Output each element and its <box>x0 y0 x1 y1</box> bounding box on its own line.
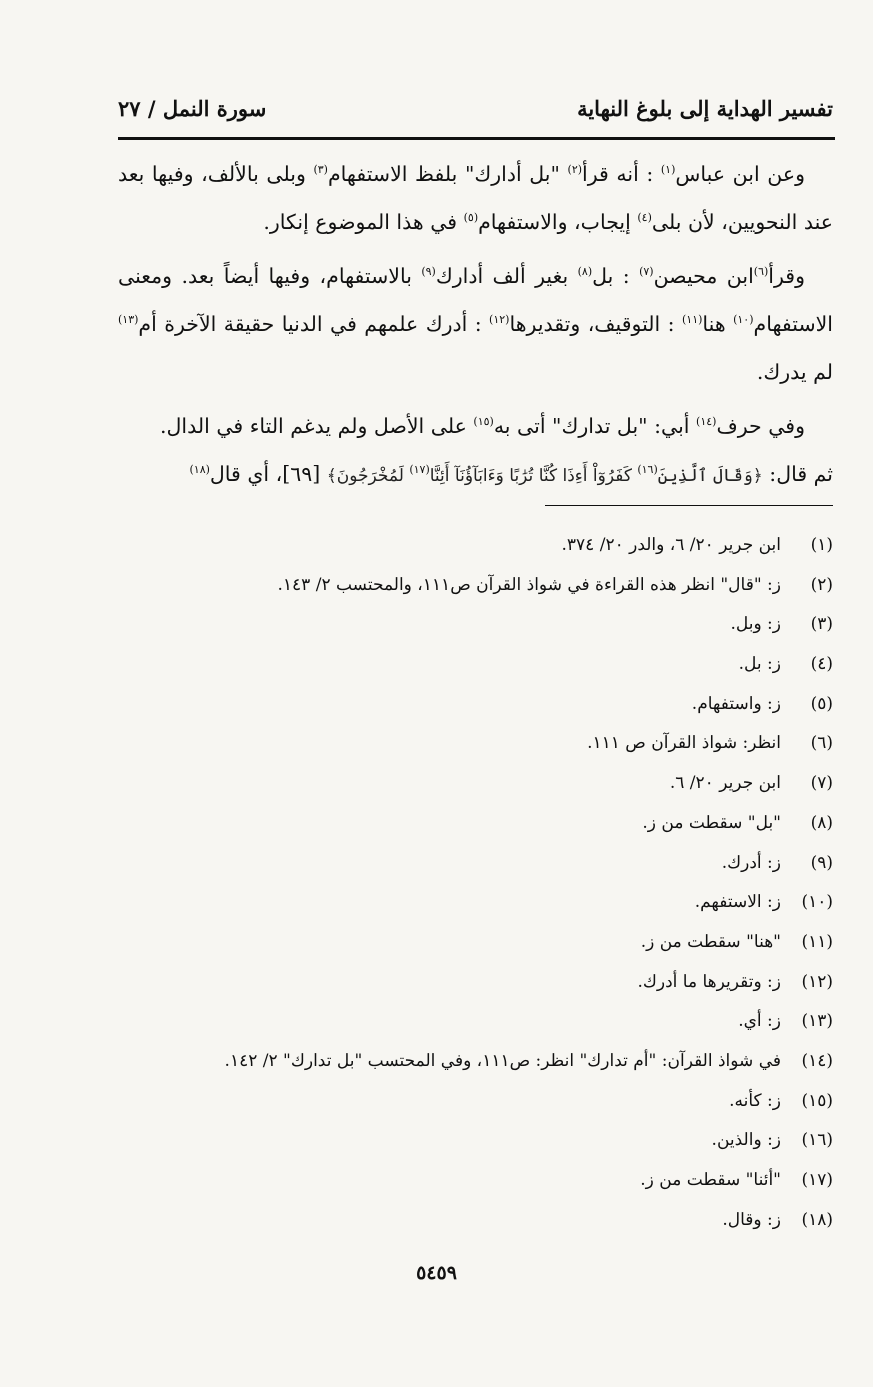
footnote-item <box>118 1042 833 1082</box>
footnote-number: (١٥) <box>801 1090 833 1111</box>
footnote-number: (١٣) <box>801 1011 833 1032</box>
footnote-item <box>118 605 833 645</box>
text-run: بالاستفهام، وفيها أيضاً بعد. ومعنى الاستفهام <box>118 264 834 336</box>
footnote-text: ز: وتقريرها ما أدرك. <box>637 971 781 992</box>
book-title: تفسير الهداية إلى بلوغ النهاية <box>577 95 833 121</box>
text-run: في هذا الموضوع إنكار. <box>263 210 464 234</box>
text-run: على الأصل ولم يدغم التاء في الدال. <box>160 414 474 438</box>
footnotes-list <box>118 526 833 1240</box>
footnote-item <box>118 883 833 923</box>
footnote-number: (١٨) <box>801 1209 833 1230</box>
footnote-text: ز: أي. <box>738 1011 781 1032</box>
footnote-item <box>118 566 833 606</box>
footnote-number: (١٠) <box>801 892 833 913</box>
text-run: [٦٩]، أي قال <box>209 462 327 486</box>
footnote-item <box>118 526 833 566</box>
footnote-number: (٩) <box>810 852 833 873</box>
footnote-item <box>118 724 833 764</box>
footnote-number: (٢) <box>810 574 833 595</box>
footnote-item <box>118 685 833 725</box>
quran-verse: كَفَرُوٓاْ أَءِذَا كُنَّا تُرَٰبًا وَءَابَآؤُنَآ أَئِنَّا <box>429 466 638 486</box>
footnote-marker: (١٠) <box>733 313 754 327</box>
footnote-marker: (١٤) <box>696 415 717 429</box>
body-paragraph <box>118 402 833 500</box>
text-run: ابن محيصن <box>653 264 754 288</box>
footnote-marker: (١٢) <box>489 313 510 327</box>
footnote-text: "أئنا" سقطت من ز. <box>640 1170 781 1190</box>
footnote-text: في شواذ القرآن: "أم تدارك" انظر: ص١١١، وفي المحتسب "بل تدارك" ٢/ ١٤٢. <box>224 1050 781 1071</box>
footnote-item <box>118 1082 833 1122</box>
footnote-text: ز: والذين. <box>711 1130 781 1151</box>
footnote-number: (١) <box>810 535 833 555</box>
footnote-number: (١٦) <box>801 1130 833 1151</box>
text-run: : بل <box>592 264 640 288</box>
footnote-number: (٥) <box>810 693 833 714</box>
text-run: : أدرك علمهم في الدنيا حقيقة الآخرة أم <box>138 312 490 336</box>
footnote-item <box>118 1161 833 1201</box>
footnote-text: ابن جرير ٢٠/ ٦. <box>669 773 781 794</box>
footnote-marker: (٥) <box>463 211 479 225</box>
footnote-marker: (١٧) <box>409 463 430 477</box>
footnote-number: (٨) <box>810 812 833 833</box>
body-paragraph <box>118 252 833 396</box>
footnote-item <box>118 645 833 685</box>
text-run: وعن ابن عباس <box>675 162 805 186</box>
text-run: لم يدرك. <box>756 360 833 384</box>
footnote-text: "هنا" سقطت من ز. <box>640 931 781 952</box>
footnote-item <box>118 804 833 844</box>
footnote-marker: (٦) <box>753 265 769 279</box>
footnote-text: ز: وقال. <box>722 1209 781 1230</box>
footnote-text: ز: كأنه. <box>729 1090 781 1111</box>
body-paragraph <box>118 150 833 246</box>
footnote-text: ز: بل. <box>738 654 781 675</box>
text-run: بغير ألف أدارك <box>435 264 578 288</box>
text-run: : أنه قرأ <box>582 162 661 186</box>
footnote-text: ز: وبل. <box>730 614 781 635</box>
footnote-marker: (١٥) <box>473 415 494 429</box>
footnote-divider <box>545 505 833 506</box>
footnote-text: انظر: شواذ القرآن ص ١١١. <box>587 733 781 754</box>
footnote-number: (٤) <box>810 654 833 675</box>
footnote-marker: (١٨) <box>189 463 210 477</box>
footnote-item <box>118 1201 833 1241</box>
footnote-text: ابن جرير ٢٠/ ٦، والدر ٢٠/ ٣٧٤. <box>561 535 781 555</box>
footnote-item <box>118 1121 833 1161</box>
text-run: "بل أدارك" بلفظ الاستفهام <box>327 162 568 186</box>
main-text <box>118 150 833 506</box>
footnote-marker: (١٦) <box>637 463 658 477</box>
text-run: هنا <box>702 312 734 336</box>
footnote-item <box>118 764 833 804</box>
text-run: أبي: "بل تدارك" أتى به <box>493 414 697 438</box>
text-run: وقرأ <box>768 264 806 288</box>
footnote-number: (١١) <box>801 931 833 952</box>
footnote-marker: (١٣) <box>118 313 139 327</box>
footnote-item <box>118 1002 833 1042</box>
footnote-text: ز: أدرك. <box>721 852 781 873</box>
text-run: ثم قال: <box>762 462 833 486</box>
quran-verse: ﴿وَقَالَ ٱلَّذِينَ <box>657 466 763 486</box>
footnote-text: "بل" سقطت من ز. <box>642 812 781 833</box>
text-run: وبلى بالألف، وفيها بعد عند النحويين، لأن بلى <box>118 162 833 234</box>
footnote-number: (١٢) <box>801 971 833 992</box>
footnote-number: (٧) <box>810 773 833 794</box>
footnote-number: (١٤) <box>801 1050 833 1071</box>
header-divider <box>118 137 835 140</box>
footnote-marker: (١) <box>660 163 676 177</box>
footnote-item <box>118 963 833 1003</box>
footnote-item <box>118 844 833 884</box>
footnote-text: ز: الاستفهم. <box>694 892 781 913</box>
surah-reference: سورة النمل / ٢٧ <box>118 95 267 121</box>
quran-verse: لَمُخْرَجُونَ﴾ <box>326 466 410 486</box>
running-header <box>118 88 833 128</box>
text-run: : التوقيف، وتقديرها <box>509 312 682 336</box>
footnote-marker: (٩) <box>421 265 436 279</box>
footnote-marker: (٨) <box>577 265 593 279</box>
footnote-marker: (٧) <box>639 265 654 279</box>
footnote-marker: (٤) <box>637 211 652 225</box>
page-number: ٥٤٥٩ <box>416 1262 457 1284</box>
footnote-number: (٣) <box>810 614 833 635</box>
footnote-item <box>118 923 833 963</box>
footnote-marker: (٢) <box>567 163 583 177</box>
footnote-text: ز: واستفهام. <box>691 693 781 714</box>
text-run: وفي حرف <box>716 414 805 438</box>
footnote-marker: (١١) <box>681 313 703 327</box>
text-run: إيجاب، والاستفهام <box>478 210 638 234</box>
footnote-marker: (٣) <box>313 163 328 177</box>
footnote-text: ز: "قال" انظر هذه القراءة في شواذ القرآن ص١١١، والمحتسب ٢/ ١٤٣. <box>277 574 781 595</box>
footnote-number: (١٧) <box>801 1170 833 1190</box>
footnote-number: (٦) <box>810 733 833 754</box>
